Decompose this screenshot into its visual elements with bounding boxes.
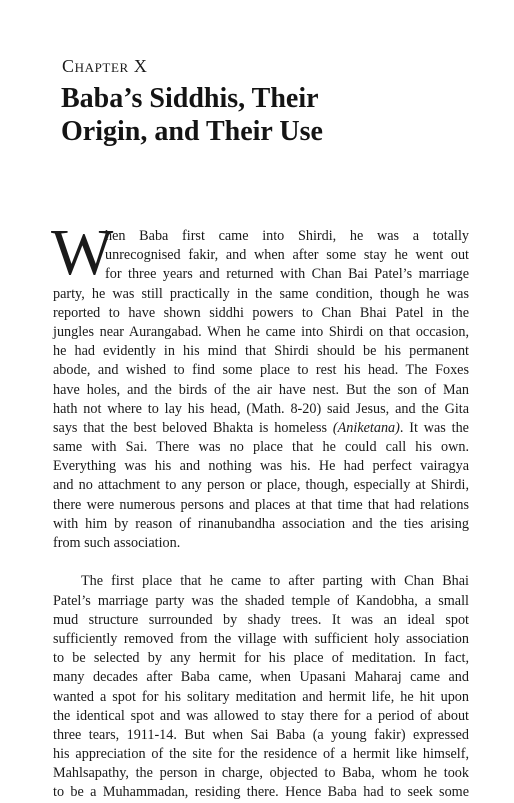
paragraph-1-line-15: there were numerous persons and places at that time that had relations xyxy=(53,496,469,513)
paragraph-2-line-2: Patel’s marriage party was the shaded temple of Kandobha, a small xyxy=(53,592,469,609)
chapter-title-line-2: Origin, and Their Use xyxy=(61,116,323,147)
paragraph-1-line-6: jungles near Aurangabad. When he came into Shirdi on that occasion, xyxy=(53,323,469,340)
chapter-body xyxy=(51,216,469,803)
paragraph-2-line-10: his appreciation of the site for the residence of a hermit like himself, xyxy=(53,746,469,763)
paragraph-1-line-13: Everything was his and nothing was his. He had perfect vairagya xyxy=(53,458,469,475)
paragraph-1-line-10: hath not where to lay his head, (Math. 8-20) said Jesus, and the Gita xyxy=(53,400,469,417)
paragraph-2-line-9: three tears, 1911-14. But when Sai Baba (a young fakir) expressed xyxy=(53,726,469,743)
paragraph-2-line-5: to be selected by any hermit for his place of meditation. In fact, xyxy=(53,650,469,667)
paragraph-1-line-3: for three years and returned with Chan Bai Patel’s marriage xyxy=(105,266,469,283)
paragraph-1-line-7: he had evidently in his mind that Shirdi should be his permanent xyxy=(53,343,469,360)
paragraph-1-line-14: and no attachment to any person or place, though, especially at Shirdi, xyxy=(53,477,469,494)
chapter-title-line-1: Baba’s Siddhis, Their xyxy=(61,83,319,114)
paragraph-1-line-12: same with Sai. There was no place that he could call his own. xyxy=(53,439,469,456)
paragraph-2-line-3: mud structure surrounded by shady trees. It was an ideal spot xyxy=(53,611,469,628)
drop-cap: W xyxy=(51,216,114,289)
paragraph-1-line-4: party, he was still practically in the same condition, though he was xyxy=(53,285,469,302)
paragraph-1-line-17: from such association. xyxy=(53,535,181,551)
paragraph-2-line-7: wanted a spot for his solitary meditation and hermit life, he hit upon xyxy=(53,688,469,705)
paragraph-gap xyxy=(53,553,469,572)
paragraph-2-line-1: The first place that he came to after parting with Chan Bhai xyxy=(81,573,469,590)
italic-term: (Aniketana) xyxy=(332,419,400,436)
paragraph-2-line-8: the identical spot and was allowed to stay there for a period of about xyxy=(53,707,469,724)
paragraph-1-line-5: reported to have shown siddhi powers to Chan Bhai Patel in the xyxy=(53,304,469,321)
paragraph-2-line-6: many decades after Baba came, when Upasani Maharaj came and xyxy=(53,669,469,686)
paragraph-1-line-1: hen Baba first came into Shirdi, he was a totally xyxy=(105,228,469,244)
chapter-label: Chapter X xyxy=(62,56,148,76)
paragraph-2-line-11: Mahlsapathy, the person in charge, objected to Baba, whom he took xyxy=(53,765,469,782)
paragraph-2-line-4: sufficiently removed from the village with sufficient holy association xyxy=(53,630,469,647)
paragraph-1-line-8: abode, and wished to find some place to rest his head. The Foxes xyxy=(53,362,469,379)
paragraph-2-line-12: to be a Muhammadan, residing there. Hence Baba had to seek some xyxy=(53,784,469,801)
paragraph-1-line-16: with him by reason of rinanubandha association and the ties arising xyxy=(53,515,469,532)
paragraph-1-line-2: unrecognised fakir, and when after some stay he went out xyxy=(105,247,469,264)
paragraph-1-line-9: have holes, and the birds of the air have nest. But the son of Man xyxy=(53,381,469,398)
chapter-title xyxy=(61,82,461,148)
paragraph-1-line-11: says that the best beloved Bhakta is homeless (Aniketana). It was the xyxy=(53,419,469,436)
